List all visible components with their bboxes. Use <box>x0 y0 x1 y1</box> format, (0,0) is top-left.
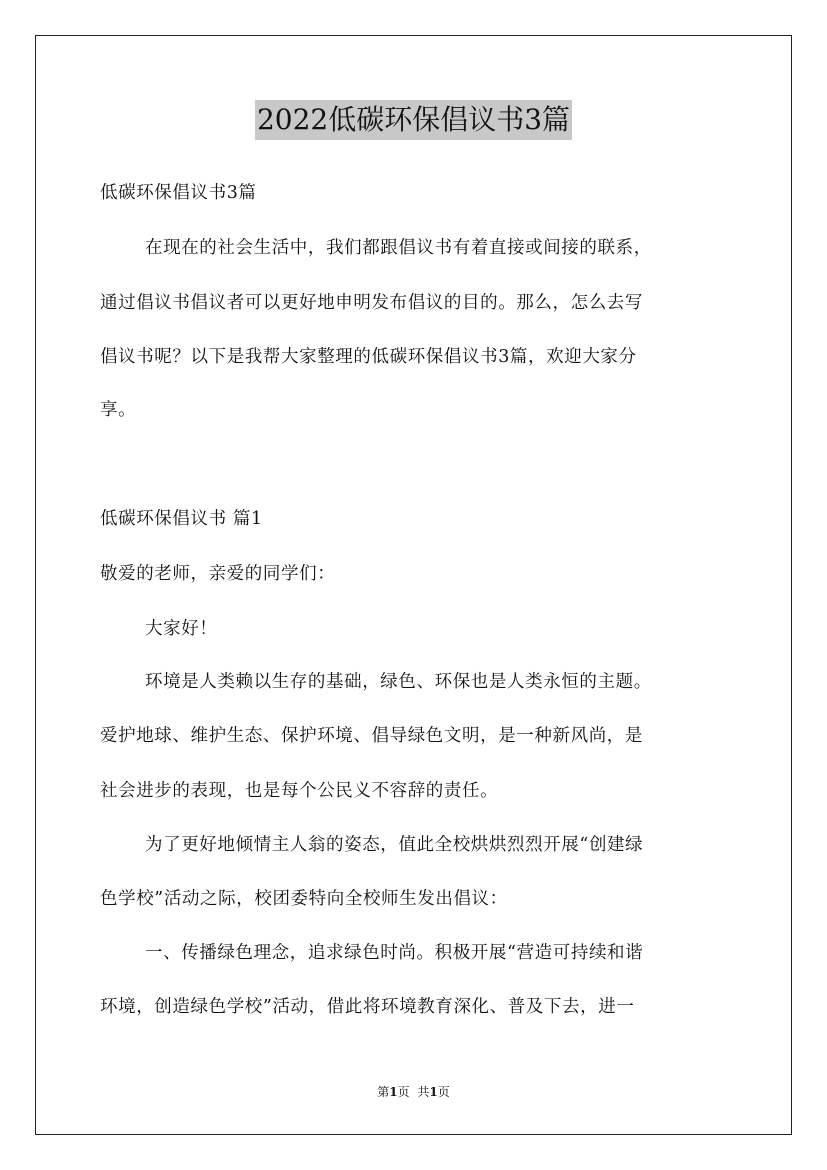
intro-line: 通过倡议书倡议者可以更好地申明发布倡议的目的。那么，怎么去写 <box>100 293 643 313</box>
paragraph-line: 爱护地球、维护生态、保护环境、倡导绿色文明，是一种新风尚，是 <box>100 726 643 746</box>
paragraph-line: 一、传播绿色理念，追求绿色时尚。积极开展“营造可持续和谐 <box>145 943 644 963</box>
footer-total-suffix: 页 <box>437 1085 450 1099</box>
page-footer <box>0 1084 827 1100</box>
footer-page-suffix: 页 <box>397 1085 410 1099</box>
footer-page-number: 1 <box>389 1085 398 1099</box>
footer-page-prefix: 第 <box>377 1085 390 1099</box>
footer-total-pages: 1 <box>429 1085 438 1099</box>
title-container <box>0 100 827 140</box>
document-subtitle: 低碳环保倡议书3篇 <box>100 183 257 203</box>
footer-total-prefix: 共 <box>417 1085 430 1099</box>
paragraph-line: 社会进步的表现，也是每个公民义不容辞的责任。 <box>100 781 499 801</box>
document-title: 2022低碳环保倡议书3篇 <box>255 100 572 140</box>
intro-line: 在现在的社会生活中，我们都跟倡议书有着直接或间接的联系， <box>145 238 652 258</box>
paragraph-line: 色学校”活动之际，校团委特向全校师生发出倡议： <box>100 889 508 909</box>
salutation: 敬爱的老师，亲爱的同学们： <box>100 564 336 584</box>
paragraph-line: 环境是人类赖以生存的基础，绿色、环保也是人类永恒的主题。 <box>145 672 652 692</box>
paragraph-line: 为了更好地倾情主人翁的姿态，值此全校烘烘烈烈开展“创建绿 <box>145 835 644 855</box>
paragraph-line: 环境，创造绿色学校”活动，借此将环境教育深化、普及下去，进一 <box>100 997 635 1017</box>
section-heading: 低碳环保倡议书 篇1 <box>100 509 263 529</box>
intro-line: 享。 <box>100 400 137 420</box>
intro-line: 倡议书呢？以下是我帮大家整理的低碳环保倡议书3篇，欢迎大家分 <box>100 347 637 367</box>
greeting: 大家好！ <box>145 619 218 639</box>
